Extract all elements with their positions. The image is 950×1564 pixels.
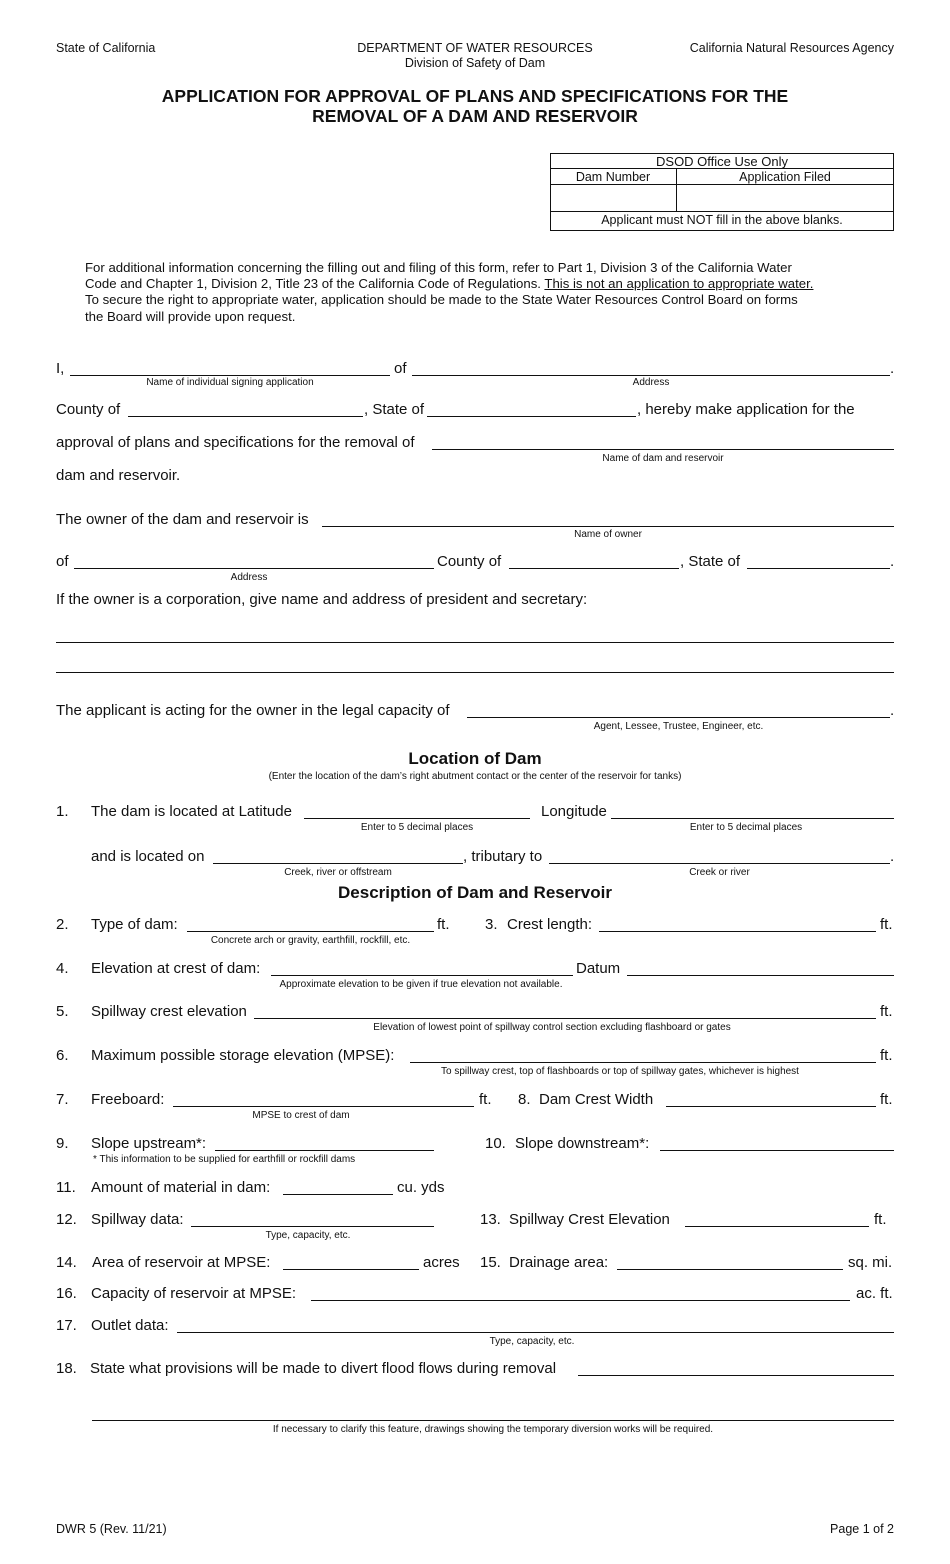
dam-number-label: Dam Number bbox=[575, 170, 651, 184]
slope-downstream-field[interactable] bbox=[660, 1133, 892, 1151]
owner-county-field[interactable] bbox=[509, 551, 677, 569]
application-filed-field[interactable] bbox=[680, 189, 890, 207]
spillway-data-field[interactable] bbox=[191, 1209, 432, 1227]
corporation-officers-line2[interactable] bbox=[56, 654, 892, 672]
intro-paragraph: For additional information concerning the filling out and filing of this form, refer to Part 1, Division 3 of the California Water Code and Chapter 1, Division 2, Title 23 of the California Code of Regulations. This is not an application to appropriate water. To secure the right to appropriate water, application should be made to the State Water Resources Control Board on forms the Board will provide upon request. bbox=[85, 260, 814, 324]
applicant-county-field[interactable] bbox=[128, 399, 362, 417]
form-title-line1: APPLICATION FOR APPROVAL OF PLANS AND SPECIFICATIONS FOR THE bbox=[161, 86, 789, 106]
spillway-crest-field[interactable] bbox=[254, 1001, 874, 1019]
location-heading: Location of Dam bbox=[408, 749, 542, 768]
outlet-data-field[interactable] bbox=[177, 1315, 892, 1333]
datum-field[interactable] bbox=[627, 958, 892, 976]
tributary-caption: Creek or river bbox=[689, 867, 750, 878]
creek-field[interactable] bbox=[213, 846, 461, 864]
legal-capacity-caption: Agent, Lessee, Trustee, Engineer, etc. bbox=[593, 721, 764, 732]
applicant-state-field[interactable] bbox=[427, 399, 635, 417]
longitude-caption: Enter to 5 decimal places bbox=[689, 822, 803, 833]
office-use-note: Applicant must NOT fill in the above blanks. bbox=[601, 213, 843, 227]
description-heading: Description of Dam and Reservoir bbox=[338, 883, 612, 902]
location-subheading: (Enter the location of the dam’s right abutment contact or the center of the reservoir for tanks) bbox=[268, 771, 682, 782]
flood-diversion-field[interactable] bbox=[578, 1358, 892, 1376]
applicant-address-caption: Address bbox=[632, 377, 670, 388]
tributary-field[interactable] bbox=[549, 846, 888, 864]
flood-diversion-field-line2[interactable] bbox=[92, 1402, 892, 1420]
owner-address-caption: Address bbox=[230, 572, 268, 583]
header-state: State of California bbox=[56, 41, 156, 55]
freeboard-caption: MPSE to crest of dam bbox=[252, 1110, 350, 1121]
material-amount-field[interactable] bbox=[283, 1177, 391, 1195]
owner-name-field[interactable] bbox=[322, 509, 892, 527]
longitude-field[interactable] bbox=[611, 801, 892, 819]
creek-caption: Creek, river or offstream bbox=[284, 867, 392, 878]
reservoir-area-field[interactable] bbox=[283, 1252, 417, 1270]
form-title-line2: REMOVAL OF A DAM AND RESERVOIR bbox=[312, 106, 638, 126]
slope-caption: * This information to be supplied for earthfill or rockfill dams bbox=[93, 1154, 356, 1165]
owner-state-field[interactable] bbox=[747, 551, 887, 569]
dam-type-caption: Concrete arch or gravity, earthfill, rockfill, etc. bbox=[210, 935, 411, 946]
slope-upstream-field[interactable] bbox=[215, 1133, 432, 1151]
header-division: Division of Safety of Dam bbox=[404, 56, 546, 70]
corporation-officers-line1[interactable] bbox=[56, 624, 892, 642]
dam-type-field[interactable] bbox=[187, 914, 432, 932]
crest-elevation-field[interactable] bbox=[271, 958, 571, 976]
outlet-data-caption: Type, capacity, etc. bbox=[489, 1336, 575, 1347]
header-agency: California Natural Resources Agency bbox=[689, 41, 894, 55]
owner-address-field[interactable] bbox=[74, 551, 432, 569]
spillway-data-caption: Type, capacity, etc. bbox=[265, 1230, 351, 1241]
not-appropriation-notice: This is not an application to appropriate water. bbox=[544, 276, 814, 292]
flood-diversion-caption: If necessary to clarify this feature, drawings showing the temporary diversion works will be required. bbox=[272, 1424, 714, 1435]
header-department: DEPARTMENT OF WATER RESOURCES bbox=[357, 41, 593, 55]
dam-crest-width-field[interactable] bbox=[666, 1089, 874, 1107]
latitude-field[interactable] bbox=[304, 801, 528, 819]
reservoir-capacity-field[interactable] bbox=[311, 1283, 848, 1301]
mpse-field[interactable] bbox=[410, 1045, 874, 1063]
owner-name-caption: Name of owner bbox=[574, 529, 642, 540]
form-number: DWR 5 (Rev. 11/21) bbox=[56, 1522, 167, 1536]
spillway-crest-caption: Elevation of lowest point of spillway control section excluding flashboard or gates bbox=[373, 1022, 731, 1033]
applicant-address-field[interactable] bbox=[412, 358, 888, 376]
office-use-heading: DSOD Office Use Only bbox=[656, 154, 788, 169]
drainage-area-field[interactable] bbox=[617, 1252, 841, 1270]
applicant-name-caption: Name of individual signing application bbox=[146, 377, 314, 388]
crest-length-field[interactable] bbox=[599, 914, 874, 932]
spillway-crest-elevation-field[interactable] bbox=[685, 1209, 867, 1227]
page-number: Page 1 of 2 bbox=[830, 1522, 894, 1536]
applicant-name-field[interactable] bbox=[70, 358, 388, 376]
dam-name-caption: Name of dam and reservoir bbox=[602, 453, 724, 464]
dam-name-field[interactable] bbox=[432, 432, 892, 450]
mpse-caption: To spillway crest, top of flashboards or top of spillway gates, whichever is highest bbox=[441, 1066, 799, 1077]
latitude-caption: Enter to 5 decimal places bbox=[360, 822, 474, 833]
dam-number-field[interactable] bbox=[553, 189, 673, 207]
crest-elevation-caption: Approximate elevation to be given if true elevation not available. bbox=[279, 979, 563, 990]
legal-capacity-field[interactable] bbox=[467, 700, 888, 718]
freeboard-field[interactable] bbox=[173, 1089, 472, 1107]
application-filed-label: Application Filed bbox=[739, 170, 831, 184]
